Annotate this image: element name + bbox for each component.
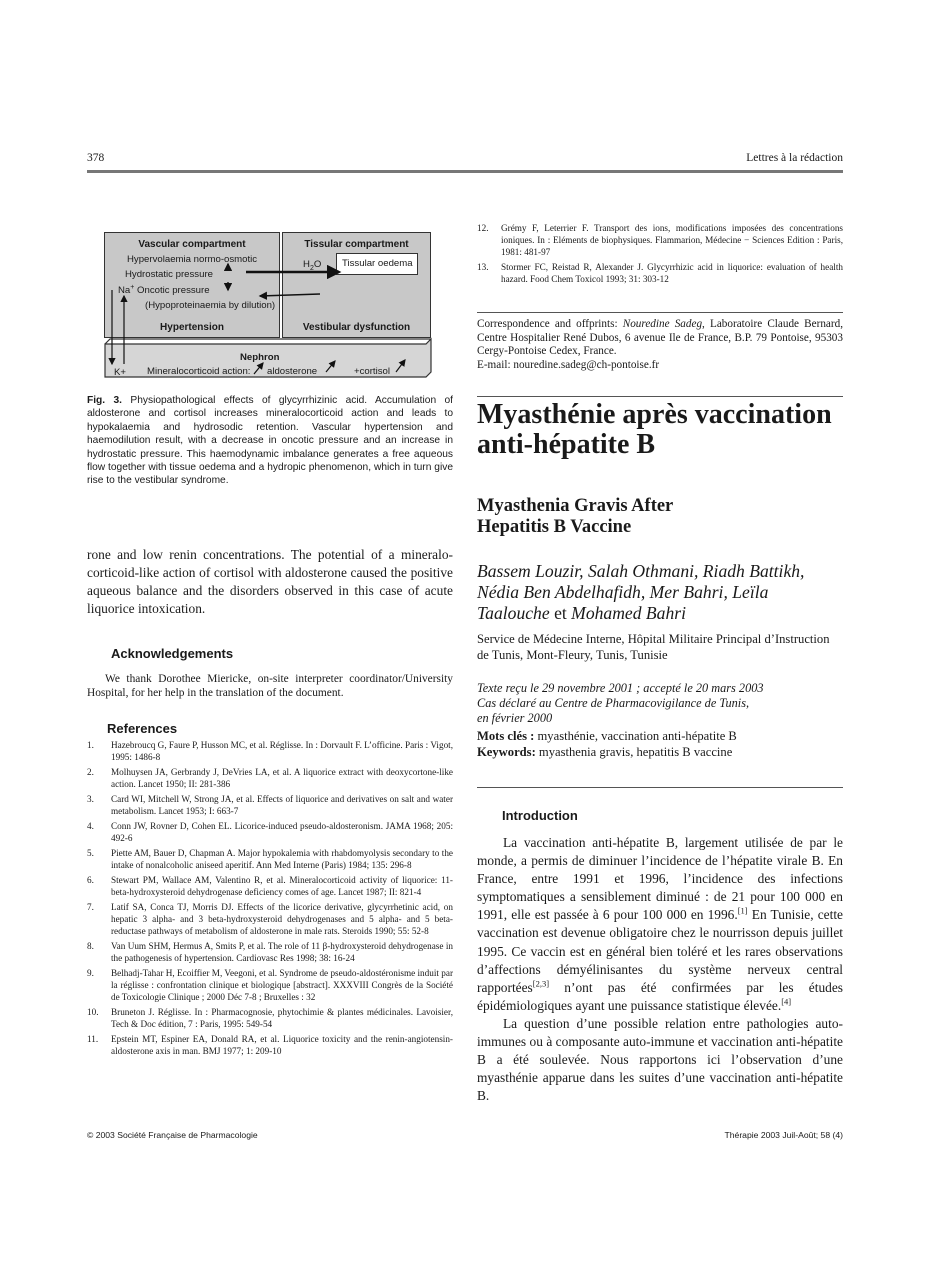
reference-item <box>87 902 453 938</box>
tissular-title: Tissular compartment <box>304 239 409 250</box>
reference-item <box>87 848 453 872</box>
reference-item <box>477 223 843 259</box>
page-number: 378 <box>87 152 105 164</box>
reference-text: Grémy F, Leterrier F. Transport des ions, modifications imposées des concentrations ioniques. In : Eléments de biophysiques. Flammarion, Médecine − Sciences Edition : Paris, 1981: 481-97 <box>501 223 843 257</box>
h2o-label: $H_2O$ <box>303 259 322 272</box>
reference-number: 4. <box>87 821 94 831</box>
reference-text: Belhadj-Tahar H, Ecoiffier M, Veegoni, et al. Syndrome de pseudo-aldostéronisme induit par la réglisse : confrontation clinique et biologique [abstract]. XXXVIII Congrès de la Société de Toxicologie Clinique ; 2000 Déc 7-8 ; Bruxelles : 32 <box>111 967 453 1002</box>
references-list-left <box>87 740 453 1061</box>
reference-item <box>477 262 843 286</box>
reference-number: 6. <box>87 875 94 885</box>
title-rule <box>477 396 843 397</box>
vascular-line-1: Hypervolaemia normo-osmotic <box>127 254 258 265</box>
references-list-right <box>477 223 843 289</box>
footer-journal: Thérapie 2003 Juil-Août; 58 (4) <box>724 1130 843 1140</box>
keywords: Mots clés : myasthénie, vaccination anti-hépatite B Keywords: myasthenia gravis, hepatitis B vaccine <box>477 729 737 759</box>
reference-number: 3. <box>87 794 94 804</box>
vascular-line-2: Hydrostatic pressure <box>125 269 213 280</box>
reference-number: 11. <box>87 1033 99 1044</box>
reference-text: Conn JW, Rovner D, Cohen EL. Licorice-induced pseudo-aldosteronism. JAMA 1968; 205: 492-6 <box>111 821 453 843</box>
reference-number: 8. <box>87 940 94 951</box>
reference-item <box>87 875 453 899</box>
intro-paragraph-2: La question d’une possible relation entre pathologies auto-immunes ou à composante auto-immune et vaccination anti-hépatite B a été soulevée. Nous rapportons ici l’observation d’une myasthénie apparue dans les suites d’une vaccination anti-hépatite B. <box>477 1016 843 1104</box>
reference-text: Epstein MT, Espiner EA, Donald RA, et al. Liquorice toxicity and the renin-angiotensin-aldosterone axis in man. BMJ 1977; 1: 209-10 <box>111 1033 453 1056</box>
reference-item <box>87 968 453 1004</box>
reference-text: Bruneton J. Réglisse. In : Pharmacognosie, phytochimie & plantes médicinales. Lavoisier, Tech & Doc édition, 7 : Paris, 1995: 549-54 <box>111 1006 453 1029</box>
cortisol-label: +cortisol <box>354 366 390 377</box>
reference-item <box>87 767 453 791</box>
reference-number: 13. <box>477 261 489 272</box>
reference-number: 2. <box>87 767 94 777</box>
reference-text: Latif SA, Conca TJ, Morris DJ. Effects of the licorice derivative, glycyrrhetinic acid, on hepatic 3 alpha- and 3 beta-hydroxysteroid dehydrogenases and 5 alpha- and 5 beta-reductase pathways of metabolism of aldosterone in male rats. Steroids 1990; 55: 52-8 <box>111 902 453 936</box>
reference-text: Hazebroucq G, Faure P, Husson MC, et al. Réglisse. In : Dorvault F. L’officine. Paris : Vigot, 1995: 1486-8 <box>111 740 454 762</box>
reference-text: Card WI, Mitchell W, Strong JA, et al. Effects of liquorice and derivatives on salt and water metabolism. Lancet 1953; I: 663-7 <box>111 794 453 816</box>
reference-item <box>87 1007 453 1031</box>
affiliation: Service de Médecine Interne, Hôpital Militaire Principal d’Instruction de Tunis, Mont-Fleury, Tunis, Tunisie <box>477 632 830 662</box>
reference-number: 5. <box>87 848 94 858</box>
article-subtitle: Myasthenia Gravis After Hepatitis B Vaccine <box>477 496 674 537</box>
intro-paragraph-1: La vaccination anti-hépatite B, largement utilisée de par le monde, a permis de diminuer l’incidence de l’hépatite virale B. En France, entre 1991 et 1996, l’incidence des infections symptomatiques a sensiblement diminué : de 21 pour 100 000 en 1991, elle est passée à 6 pour 100 000 en 1996.[1] En Tunisie, cette vaccination est devenue obligatoire chez le nourrisson depuis juillet 1995. Ce vaccin est en général bien toléré et les rares observations d’affections démyélinisantes du système nerveux central rapportées[2,3] n’ont pas été confirmées par les études épidémiologiques ayant une puissance statistique élevée.[4] <box>477 835 843 1013</box>
reference-text: Stewart PM, Wallace AM, Valentino R, et al. Mineralocorticoid activity of liquorice: 11-beta-hydroxysteroid dehydrogenase deficiency comes of age. Lancet 1987; II: 821-4 <box>111 875 453 897</box>
reference-number: 12. <box>477 223 489 233</box>
reference-number: 1. <box>87 740 94 750</box>
references-heading: References <box>107 721 178 736</box>
reference-number: 10. <box>87 1006 99 1017</box>
mineralo-label: Mineralocorticoid action: <box>147 366 251 377</box>
tissular-footer: Vestibular dysfunction <box>302 322 411 333</box>
acknowledgements-text: We thank Dorothee Miericke, on-site interpreter coordinator/University Hospital, for her help in the translation of the document. <box>87 673 453 700</box>
reference-text: Van Uum SHM, Hermus A, Smits P, et al. The role of 11 β-hydroxysteroid dehydrogenase in the pathogenesis of hypertension. Cardiovasc Res 1998; 38: 16-24 <box>111 940 453 963</box>
reference-item <box>87 821 453 845</box>
vascular-footer: Hypertension <box>160 322 224 333</box>
reference-text: Piette AM, Bauer D, Chapman A. Major hypokalemia with rhabdomyolysis secondary to the intake of nonalcoholic aniseed aperitif. Ann Med Interne (Paris) 1984; 135: 296-8 <box>111 848 453 870</box>
received-dates: Texte reçu le 29 novembre 2001 ; accepté le 20 mars 2003 Cas déclaré au Centre de Pharmacovigilance de Tunis, en février 2000 <box>477 681 764 725</box>
running-head: Lettres à la rédaction <box>746 152 843 164</box>
reference-text: Stormer FC, Reistad R, Alexander J. Glycyrrhizic acid in liquorice: evaluation of health hazard. Food Chem Toxicol 1993; 31: 303-12 <box>501 261 843 284</box>
reference-item <box>87 941 453 965</box>
acknowledgements-heading: Acknowledgements <box>111 646 234 661</box>
introduction-heading: Introduction <box>502 808 578 823</box>
article-authors: Bassem Louzir, Salah Othmani, Riadh Battikh, Nédia Ben Abdelhafidh, Mer Bahri, Leïla Taalouche et Mohamed Bahri <box>477 561 805 623</box>
correspondence-rule <box>477 312 843 313</box>
header-rule <box>87 170 843 173</box>
reference-text: Molhuysen JA, Gerbrandy J, DeVries LA, et al. A liquorice extract with deoxycortone-like action. Lancet 1950; II: 281-386 <box>111 767 453 789</box>
reference-item <box>87 740 453 764</box>
vascular-line-4: (Hypoproteinaemia by dilution) <box>145 300 276 311</box>
reference-number: 9. <box>87 967 94 978</box>
reference-number: 7. <box>87 902 94 912</box>
vascular-title: Vascular compartment <box>138 239 246 250</box>
intro-rule <box>477 787 843 788</box>
nephron-title: Nephron <box>240 352 280 363</box>
left-body-paragraph: rone and low renin concentrations. The potential of a mineralo-corticoid-like action of cortisol with aldosterone caused the positive aqueous balance and the disorders observed in this case of acute liquorice intoxication. <box>87 547 453 617</box>
correspondence-block: Correspondence and offprints: Nouredine Sadeg, Laboratoire Claude Bernard, Centre Hospitalier René Dubos, 6 avenue Ile de France, B.P. 79 Pontoise, 95303 Cergy-Pontoise Cedex, France. E-mail: nouredine.sadeg@ch-pontoise.fr <box>477 318 843 371</box>
aldosterone-label: aldosterone <box>267 366 318 377</box>
figure-3-diagram <box>100 228 435 380</box>
reference-item <box>87 794 453 818</box>
article-title: Myasthénie après vaccination anti-hépatite B <box>477 399 832 460</box>
footer-copyright: © 2003 Société Française de Pharmacologie <box>87 1130 258 1140</box>
figure-caption: Fig. 3. Physiopathological effects of glycyrrhizinic acid. Accumulation of aldosterone and cortisol increases mineralocorticoid action and leads to hypokalaemia and hydrosodic retention. Vascular hypertension and haemodilution result, with a decrease in oncotic pressure and an increase in hydrostatic pressure. This haemodynamic imbalance generates a free aqueous flow together with tissue oedema and a hydropic phenomenon, which in turn give rise to the vestibular syndrome. <box>87 395 454 487</box>
reference-item <box>87 1034 453 1058</box>
vascular-line-3: Na+ Oncotic pressure <box>118 283 210 296</box>
k-label: K+ <box>114 367 127 378</box>
oedema-label: Tissular oedema <box>342 258 413 269</box>
